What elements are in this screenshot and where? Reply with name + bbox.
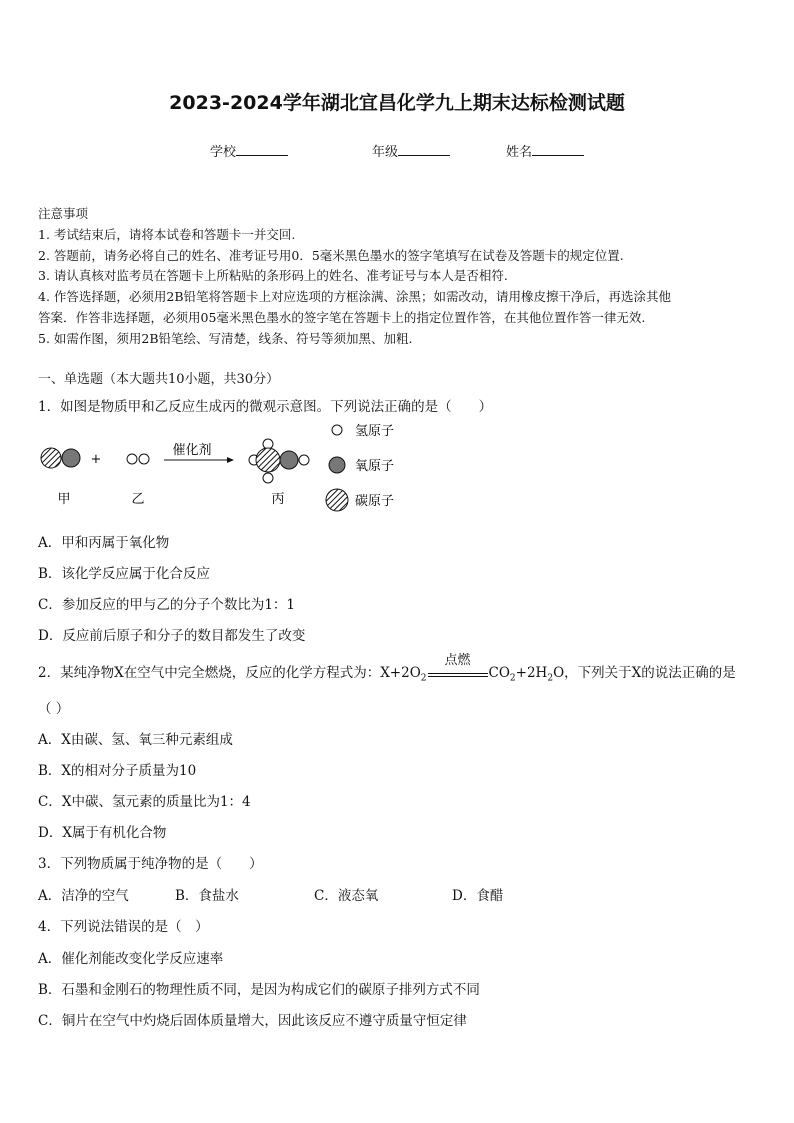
reaction-equals xyxy=(428,653,488,677)
q2-stem: 2．某纯净物X在空气中完全燃烧，反应的化学方程式为：$X+2O_2$ 点燃 $CO_2+2H_2O$，下列关于X的说法正确的是 xyxy=(38,661,736,684)
notice-item: 2. 答题前，请务必将自己的姓名、准考证号用0．5毫米黑色墨水的签字笔填写在试卷及答题卡的规定位置. xyxy=(38,248,624,263)
q1-option-d: D．反应前后原子和分子的数目都发生了改变 xyxy=(38,628,306,644)
name-blank xyxy=(532,143,584,156)
molecule-bing xyxy=(249,439,309,483)
q2-option-d: D．X属于有机化合物 xyxy=(38,825,167,841)
school-blank xyxy=(236,143,288,156)
school-label: 学校 xyxy=(210,145,237,160)
q3-option-d: D．食醋 xyxy=(452,888,504,904)
q1-option-a: A．甲和丙属于氧化物 xyxy=(38,535,170,551)
notice-heading: 注意事项 xyxy=(38,206,89,221)
notice-item: 5. 如需作图，须用2B铅笔绘、写清楚，线条、符号等须加黑、加粗. xyxy=(38,331,413,346)
q2-option-a: A．X由碳、氢、氧三种元素组成 xyxy=(38,732,233,748)
molecule-jia xyxy=(41,448,80,468)
molecule-yi xyxy=(127,454,149,464)
name-field xyxy=(506,141,584,160)
grade-label: 年级 xyxy=(372,145,399,160)
q2-answer-paren: （ ） xyxy=(38,701,70,717)
svg-text:氧原子: 氧原子 xyxy=(355,459,395,474)
section-heading: 一、单选题（本大题共10小题，共30分） xyxy=(38,372,280,387)
svg-text:碳原子: 碳原子 xyxy=(355,494,395,509)
legend-hydrogen xyxy=(332,424,394,439)
plus-sign: + xyxy=(90,452,102,467)
q2-option-b: B．X的相对分子质量为10 xyxy=(38,763,197,779)
q1-stem: 1．如图是物质甲和乙反应生成丙的微观示意图。下列说法正确的是（ ） xyxy=(38,399,493,415)
notice-item: 3. 请认真核对监考员在答题卡上所粘贴的条形码上的姓名、准考证号与本人是否相符. xyxy=(38,268,508,283)
notice-item: 答案．作答非选择题，必须用05毫米黑色墨水的签字笔在答题卡上的指定位置作答，在其他位置作答一律无效. xyxy=(38,310,646,325)
q1-option-c: C．参加反应的甲与乙的分子个数比为1：1 xyxy=(38,597,296,613)
q4-option-c: C．铜片在空气中灼烧后固体质量增大，因此该反应不遵守质量守恒定律 xyxy=(38,1013,467,1029)
label-bing: 丙 xyxy=(271,492,285,507)
school-field xyxy=(210,141,288,160)
q4-stem: 4．下列说法错误的是（ ） xyxy=(38,919,209,935)
condition-ignite: 点燃 xyxy=(444,653,471,668)
grade-field xyxy=(372,141,450,160)
q1-option-b: B．该化学反应属于化合反应 xyxy=(38,566,210,582)
name-label: 姓名 xyxy=(506,145,533,160)
grade-blank xyxy=(398,143,450,156)
notice-item: 1. 考试结束后，请将本试卷和答题卡一并交回. xyxy=(38,227,296,242)
notice-item: 4. 作答选择题，必须用2B铅笔将答题卡上对应选项的方框涂满、涂黑；如需改动，请用橡皮擦干净后，再选涂其他 xyxy=(38,289,672,304)
legend-carbon xyxy=(326,489,394,511)
svg-text:氢原子: 氢原子 xyxy=(355,424,395,439)
label-jia: 甲 xyxy=(57,492,71,507)
q4-option-a: A．催化剂能改变化学反应速率 xyxy=(38,951,224,967)
q2-option-c: C．X中碳、氢元素的质量比为1：4 xyxy=(38,794,251,810)
legend-oxygen xyxy=(329,457,394,474)
q3-option-b: B．食盐水 xyxy=(175,888,239,904)
q4-option-b: B．石墨和金刚石的物理性质不同，是因为构成它们的碳原子排列方式不同 xyxy=(38,982,480,998)
q1-molecule-diagram xyxy=(30,412,430,522)
q3-option-a: A．洁净的空气 xyxy=(38,888,129,904)
q3-option-c: C．液态氧 xyxy=(314,888,379,904)
label-yi: 乙 xyxy=(131,492,145,507)
catalyst-label: 催化剂 xyxy=(172,443,212,458)
page-title: 2023-2024学年湖北宜昌化学九上期末达标检测试题 xyxy=(169,92,625,114)
q3-stem: 3．下列物质属于纯净物的是（ ） xyxy=(38,856,263,872)
